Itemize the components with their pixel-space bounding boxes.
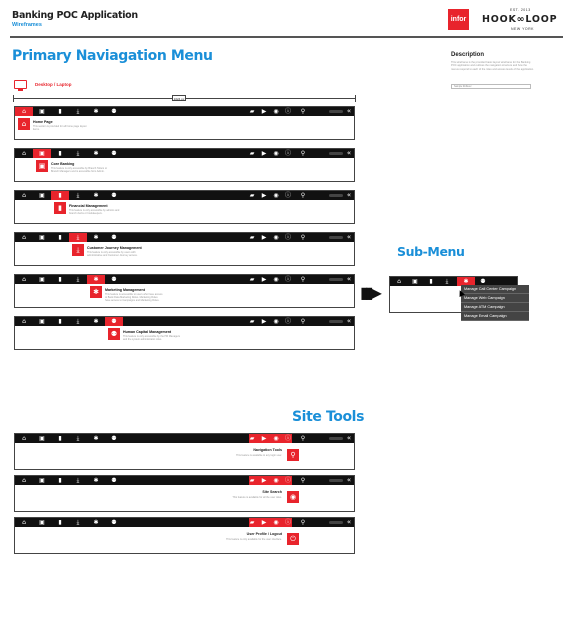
nav-location-icon[interactable] — [270, 476, 282, 485]
truck-icon: ▶ — [261, 192, 267, 199]
network-icon: ✱ — [93, 435, 99, 442]
nav-card — [14, 148, 355, 182]
nav-truck-icon[interactable] — [258, 518, 270, 527]
nav-info-icon[interactable] — [282, 476, 294, 485]
nav-card — [14, 190, 355, 224]
nav-location-icon[interactable] — [270, 518, 282, 527]
network-icon: ✱ — [93, 108, 99, 115]
car-icon: ▰ — [249, 435, 255, 442]
truck-icon: ▶ — [261, 519, 267, 526]
people-icon: ⚉ — [111, 519, 117, 526]
search-icon: ⚲ — [300, 276, 306, 283]
nav-location-icon[interactable] — [270, 149, 282, 158]
people-icon: ⚉ — [111, 435, 117, 442]
download-icon: ⤓ — [76, 435, 80, 442]
site-tool-card — [14, 475, 355, 512]
nav-search-icon[interactable] — [297, 149, 309, 158]
download-icon: ⤓ — [76, 192, 80, 199]
nav-info-icon[interactable] — [282, 107, 294, 116]
search-icon: ⚲ — [300, 519, 306, 526]
nav-download-icon[interactable]: ⤓ — [445, 278, 449, 285]
nav-network-icon[interactable] — [90, 149, 102, 158]
nav-home-icon[interactable] — [15, 107, 33, 116]
nav-bank-icon[interactable] — [36, 107, 48, 116]
app-subtitle: Wireframes — [12, 22, 42, 28]
card-description: This feature is only accessible by admins and branch clerks or bookkeepers. — [69, 209, 120, 216]
search-input[interactable] — [329, 437, 343, 440]
bank-icon: ▣ — [39, 276, 45, 283]
location-icon: ◉ — [273, 192, 279, 199]
car-icon: ▰ — [249, 234, 255, 241]
card-title: Core Banking — [51, 162, 75, 166]
ruler-left-tick — [13, 95, 14, 102]
nav-chart-icon[interactable] — [51, 191, 69, 200]
nav-home-icon[interactable]: ⌂ — [397, 278, 401, 285]
nav-search-icon[interactable] — [297, 317, 309, 326]
nav-bar — [15, 107, 354, 116]
nav-download-icon[interactable] — [72, 434, 84, 443]
nav-people-icon[interactable] — [108, 149, 120, 158]
description-box: Sample Rollover — [451, 84, 531, 89]
nav-truck-icon[interactable] — [258, 107, 270, 116]
infor-logo: infor — [448, 9, 469, 30]
nav-home-icon[interactable] — [18, 518, 30, 527]
nav-people-icon[interactable] — [108, 518, 120, 527]
home-icon: ⌂ — [22, 192, 26, 199]
chart-icon: ▮ — [58, 192, 62, 199]
brand-hook: HOOK — [482, 14, 517, 25]
download-icon: ⤓ — [76, 234, 80, 241]
nav-location-icon[interactable] — [270, 107, 282, 116]
collapse-chevron-icon[interactable]: « — [346, 233, 352, 241]
download-icon: ⤓ — [76, 150, 80, 157]
infinity-icon: ∞ — [516, 14, 526, 25]
nav-network-icon[interactable] — [90, 317, 102, 326]
search-input[interactable] — [329, 194, 343, 197]
info-icon: ⓘ — [284, 318, 291, 325]
location-icon: ◉ — [273, 150, 279, 157]
tool-title: User Profile / Logout — [246, 532, 282, 536]
info-icon: ⓘ — [284, 276, 291, 283]
nav-info-icon[interactable] — [282, 191, 294, 200]
site-tool-card — [14, 517, 355, 554]
chart-icon: ▮ — [54, 202, 66, 214]
nav-chart-icon[interactable]: ▮ — [429, 278, 433, 285]
nav-people-icon[interactable] — [105, 317, 123, 326]
nav-network-icon[interactable]: ✱ — [457, 277, 475, 286]
site-tool-card — [14, 433, 355, 470]
location-icon: ◉ — [273, 435, 279, 442]
nav-truck-icon[interactable] — [258, 275, 270, 284]
search-icon: ⚲ — [300, 477, 306, 484]
nav-info-icon[interactable] — [282, 275, 294, 284]
nav-card — [14, 316, 355, 350]
nav-home-icon[interactable] — [18, 149, 30, 158]
people-icon: ⚉ — [111, 192, 117, 199]
network-icon: ✱ — [93, 477, 99, 484]
location-icon: ◉ — [287, 491, 299, 503]
tool-description: This feature is only available for the user interface. — [226, 538, 282, 541]
location-icon: ◉ — [273, 234, 279, 241]
truck-icon: ▶ — [261, 108, 267, 115]
nav-info-icon[interactable] — [282, 317, 294, 326]
search-input[interactable] — [329, 479, 343, 482]
bank-icon: ▣ — [36, 160, 48, 172]
people-icon: ⚉ — [111, 318, 117, 325]
truck-icon: ▶ — [261, 477, 267, 484]
nav-info-icon[interactable] — [282, 518, 294, 527]
nav-network-icon[interactable] — [90, 107, 102, 116]
nav-card — [14, 274, 355, 308]
nav-chart-icon[interactable] — [54, 149, 66, 158]
bank-icon: ▣ — [39, 108, 45, 115]
collapse-chevron-icon[interactable]: « — [346, 476, 352, 484]
ruler-width-label: 1024 px — [173, 97, 185, 101]
network-icon: ✱ — [93, 150, 99, 157]
card-title: Customer Journey Management — [87, 246, 142, 250]
home-icon: ⌂ — [22, 108, 26, 115]
home-icon: ⌂ — [22, 435, 26, 442]
nav-location-icon[interactable] — [270, 233, 282, 242]
download-icon: ⤓ — [76, 108, 80, 115]
card-description: This feature is only accessible by the HR Managers and the system administrator roles. — [123, 335, 180, 342]
nav-car-icon[interactable] — [246, 191, 258, 200]
chart-icon: ▮ — [58, 150, 62, 157]
nav-bar — [15, 191, 354, 200]
nav-network-icon[interactable] — [90, 476, 102, 485]
card-title: Home Page — [33, 120, 53, 124]
nav-download-icon[interactable] — [72, 149, 84, 158]
home-icon: ⌂ — [18, 118, 30, 130]
truck-icon: ▶ — [261, 435, 267, 442]
nav-home-icon[interactable] — [18, 191, 30, 200]
nav-car-icon[interactable] — [246, 518, 258, 527]
nav-car-icon[interactable] — [246, 107, 258, 116]
download-icon: ⤓ — [72, 244, 84, 256]
search-icon: ⚲ — [300, 318, 306, 325]
search-input[interactable] — [329, 521, 343, 524]
description-text: This wireframe is the provided basic layout wireframe for the Banking POC application and outlines the navigation structure and how the menus respond to each of the roles and access levels of the application. — [451, 61, 534, 71]
nav-search-icon[interactable] — [297, 275, 309, 284]
truck-icon: ▶ — [261, 234, 267, 241]
nav-car-icon[interactable] — [246, 317, 258, 326]
card-description: This feature is only accessible by users with administrative and Customer Journey access. — [87, 251, 138, 258]
power-icon: ⏻ — [287, 533, 299, 545]
info-icon: ⓘ — [284, 435, 291, 442]
nav-car-icon[interactable] — [246, 233, 258, 242]
nav-download-icon[interactable] — [72, 518, 84, 527]
nav-search-icon[interactable] — [297, 233, 309, 242]
nav-bank-icon[interactable] — [36, 191, 48, 200]
download-icon: ⤓ — [76, 276, 80, 283]
bank-icon: ▣ — [39, 435, 45, 442]
ruler-right-tick — [355, 95, 356, 102]
search-icon: ⚲ — [287, 449, 299, 461]
collapse-chevron-icon[interactable]: « — [346, 518, 352, 526]
collapse-chevron-icon[interactable]: « — [346, 107, 352, 115]
nav-people-icon[interactable] — [108, 233, 120, 242]
nav-truck-icon[interactable] — [258, 476, 270, 485]
info-icon: ⓘ — [284, 192, 291, 199]
people-icon: ⚉ — [111, 477, 117, 484]
nav-car-icon[interactable] — [246, 149, 258, 158]
search-input[interactable] — [329, 236, 343, 239]
home-icon: ⌂ — [22, 234, 26, 241]
truck-icon: ▶ — [261, 318, 267, 325]
nav-bank-icon[interactable] — [36, 317, 48, 326]
chart-icon: ▮ — [58, 477, 62, 484]
chart-icon: ▮ — [58, 276, 62, 283]
nav-bar — [15, 317, 354, 326]
nav-location-icon[interactable] — [270, 434, 282, 443]
info-icon: ⓘ — [284, 234, 291, 241]
search-input[interactable] — [329, 278, 343, 281]
card-description: This feature is accessible to users who have access to Bank Data Marketing Roles. Marketing Roles have access to Campaigns and Marketing Roles. — [105, 293, 163, 303]
nav-search-icon[interactable] — [297, 434, 309, 443]
nav-bank-icon[interactable] — [36, 434, 48, 443]
location-icon: ◉ — [273, 477, 279, 484]
chart-icon: ▮ — [58, 435, 62, 442]
device-label: Desktop / Laptop — [35, 82, 72, 87]
collapse-chevron-icon[interactable]: « — [346, 191, 352, 199]
nav-home-icon[interactable] — [18, 476, 30, 485]
network-icon: ✱ — [90, 286, 102, 298]
collapse-chevron-icon[interactable]: « — [346, 317, 352, 325]
search-input[interactable] — [329, 110, 343, 113]
card-title: Financial Management — [69, 204, 108, 208]
network-icon: ✱ — [93, 318, 99, 325]
nav-search-icon[interactable] — [297, 191, 309, 200]
nav-home-icon[interactable] — [18, 317, 30, 326]
nav-car-icon[interactable] — [246, 476, 258, 485]
nav-bank-icon[interactable]: ▣ — [412, 278, 418, 285]
nav-location-icon[interactable] — [270, 275, 282, 284]
nav-network-icon[interactable] — [87, 275, 105, 284]
car-icon: ▰ — [249, 477, 255, 484]
app-title: Banking POC Application — [12, 10, 138, 21]
submenu-title: Sub-Menu — [397, 244, 465, 259]
nav-location-icon[interactable] — [270, 191, 282, 200]
desktop-monitor-icon — [14, 80, 27, 89]
submenu-dropdown — [461, 285, 529, 321]
collapse-chevron-icon[interactable]: « — [346, 149, 352, 157]
card-title: Human Capital Management — [123, 330, 172, 334]
nav-network-icon[interactable] — [90, 233, 102, 242]
people-icon: ⚉ — [108, 328, 120, 340]
nav-car-icon[interactable] — [246, 434, 258, 443]
submenu-item[interactable]: Manage Web Campaign — [461, 294, 529, 303]
nav-people-icon[interactable] — [108, 191, 120, 200]
bank-icon: ▣ — [39, 150, 45, 157]
nav-people-icon[interactable]: ⚉ — [480, 278, 486, 285]
primary-nav-title: Primary Naviagation Menu — [12, 48, 213, 64]
nav-chart-icon[interactable] — [54, 518, 66, 527]
nav-bar — [15, 476, 354, 485]
nav-people-icon[interactable] — [108, 107, 120, 116]
header-divider — [10, 36, 563, 38]
nav-card — [14, 232, 355, 266]
nav-home-icon[interactable] — [18, 275, 30, 284]
chart-icon: ▮ — [58, 519, 62, 526]
info-icon: ⓘ — [284, 477, 291, 484]
bank-icon: ▣ — [39, 192, 45, 199]
nav-chart-icon[interactable] — [54, 275, 66, 284]
nav-bar — [15, 233, 354, 242]
nav-info-icon[interactable] — [282, 233, 294, 242]
network-icon: ✱ — [93, 276, 99, 283]
people-icon: ⚉ — [111, 276, 117, 283]
arrow-right-icon: ▮▮▶ — [360, 283, 378, 302]
nav-bank-icon[interactable] — [36, 233, 48, 242]
collapse-chevron-icon[interactable]: « — [346, 434, 352, 442]
nav-download-icon[interactable] — [72, 191, 84, 200]
card-description: This section is provided for all home page layout items. — [33, 125, 87, 132]
chart-icon: ▮ — [58, 108, 62, 115]
submenu-item[interactable]: Manage Call Center Campaign — [461, 285, 529, 294]
nav-download-icon[interactable] — [72, 317, 84, 326]
car-icon: ▰ — [249, 192, 255, 199]
nav-info-icon[interactable] — [282, 149, 294, 158]
car-icon: ▰ — [249, 318, 255, 325]
nav-people-icon[interactable] — [108, 275, 120, 284]
nav-chart-icon[interactable] — [54, 107, 66, 116]
nav-bank-icon[interactable] — [36, 476, 48, 485]
nav-chart-icon[interactable] — [54, 476, 66, 485]
nav-info-icon[interactable] — [282, 434, 294, 443]
location-icon: ◉ — [273, 519, 279, 526]
brand-established: EST. 2013 — [510, 8, 531, 12]
collapse-chevron-icon[interactable]: « — [346, 275, 352, 283]
info-icon: ⓘ — [284, 519, 291, 526]
nav-car-icon[interactable] — [246, 275, 258, 284]
nav-location-icon[interactable] — [270, 317, 282, 326]
search-input[interactable] — [329, 152, 343, 155]
home-icon: ⌂ — [22, 318, 26, 325]
nav-card — [14, 106, 355, 140]
nav-download-icon[interactable] — [72, 476, 84, 485]
people-icon: ⚉ — [111, 234, 117, 241]
nav-download-icon[interactable] — [72, 107, 84, 116]
bank-icon: ▣ — [39, 234, 45, 241]
car-icon: ▰ — [249, 519, 255, 526]
description-title: Description — [451, 52, 485, 58]
nav-bank-icon[interactable] — [36, 275, 48, 284]
network-icon: ✱ — [93, 519, 99, 526]
search-icon: ⚲ — [300, 192, 306, 199]
nav-truck-icon[interactable] — [258, 317, 270, 326]
bank-icon: ▣ — [39, 519, 45, 526]
nav-bar — [15, 275, 354, 284]
nav-search-icon[interactable] — [297, 476, 309, 485]
nav-chart-icon[interactable] — [54, 434, 66, 443]
nav-home-icon[interactable] — [18, 434, 30, 443]
submenu-item[interactable]: Manage ATM Campaign — [461, 303, 529, 312]
nav-truck-icon[interactable] — [258, 233, 270, 242]
submenu-item[interactable]: Manage Email Campaign — [461, 312, 529, 321]
location-icon: ◉ — [273, 318, 279, 325]
home-icon: ⌂ — [22, 150, 26, 157]
chart-icon: ▮ — [58, 234, 62, 241]
hook-loop-logo — [482, 14, 557, 25]
home-icon: ⌂ — [22, 276, 26, 283]
car-icon: ▰ — [249, 276, 255, 283]
nav-home-icon[interactable] — [18, 233, 30, 242]
bank-icon: ▣ — [39, 318, 45, 325]
info-icon: ⓘ — [284, 108, 291, 115]
car-icon: ▰ — [249, 108, 255, 115]
bank-icon: ▣ — [39, 477, 45, 484]
tool-description: This feature is available to any login user. — [236, 454, 282, 457]
card-description: This feature is only accessible by Branch Tellers or Branch Managers and is accessible from Admin. — [51, 167, 108, 174]
nav-download-icon[interactable] — [69, 233, 87, 242]
tool-title: Navigation Tools — [253, 448, 282, 452]
card-title: Marketing Management — [105, 288, 145, 292]
nav-bar — [15, 149, 354, 158]
nav-chart-icon[interactable] — [54, 317, 66, 326]
nav-bar — [15, 518, 354, 527]
people-icon: ⚉ — [111, 150, 117, 157]
network-icon: ✱ — [93, 234, 99, 241]
tool-title: Site Search — [262, 490, 282, 494]
nav-bar — [15, 434, 354, 443]
home-icon: ⌂ — [22, 519, 26, 526]
search-input[interactable] — [329, 320, 343, 323]
truck-icon: ▶ — [261, 150, 267, 157]
info-icon: ⓘ — [284, 150, 291, 157]
search-icon: ⚲ — [300, 108, 306, 115]
nav-truck-icon[interactable] — [258, 434, 270, 443]
nav-chart-icon[interactable] — [54, 233, 66, 242]
home-icon: ⌂ — [22, 477, 26, 484]
location-icon: ◉ — [273, 276, 279, 283]
nav-people-icon[interactable] — [108, 434, 120, 443]
car-icon: ▰ — [249, 150, 255, 157]
network-icon: ✱ — [93, 192, 99, 199]
site-tools-title: Site Tools — [292, 409, 365, 425]
chart-icon: ▮ — [58, 318, 62, 325]
location-icon: ◉ — [273, 108, 279, 115]
nav-search-icon[interactable] — [297, 107, 309, 116]
nav-bank-icon[interactable] — [33, 149, 51, 158]
nav-people-icon[interactable] — [108, 476, 120, 485]
search-icon: ⚲ — [300, 150, 306, 157]
nav-download-icon[interactable] — [72, 275, 84, 284]
search-icon: ⚲ — [300, 234, 306, 241]
tool-description: This feature is available for all the user roles. — [232, 496, 282, 499]
nav-truck-icon[interactable] — [258, 149, 270, 158]
brand-city: NEW YORK — [511, 27, 534, 31]
download-icon: ⤓ — [76, 477, 80, 484]
search-icon: ⚲ — [300, 435, 306, 442]
download-icon: ⤓ — [76, 519, 80, 526]
nav-truck-icon[interactable] — [258, 191, 270, 200]
people-icon: ⚉ — [111, 108, 117, 115]
brand-loop: LOOP — [525, 14, 558, 25]
nav-network-icon[interactable] — [90, 434, 102, 443]
nav-search-icon[interactable] — [297, 518, 309, 527]
nav-bank-icon[interactable] — [36, 518, 48, 527]
download-icon: ⤓ — [76, 318, 80, 325]
nav-network-icon[interactable] — [90, 191, 102, 200]
nav-network-icon[interactable] — [90, 518, 102, 527]
truck-icon: ▶ — [261, 276, 267, 283]
